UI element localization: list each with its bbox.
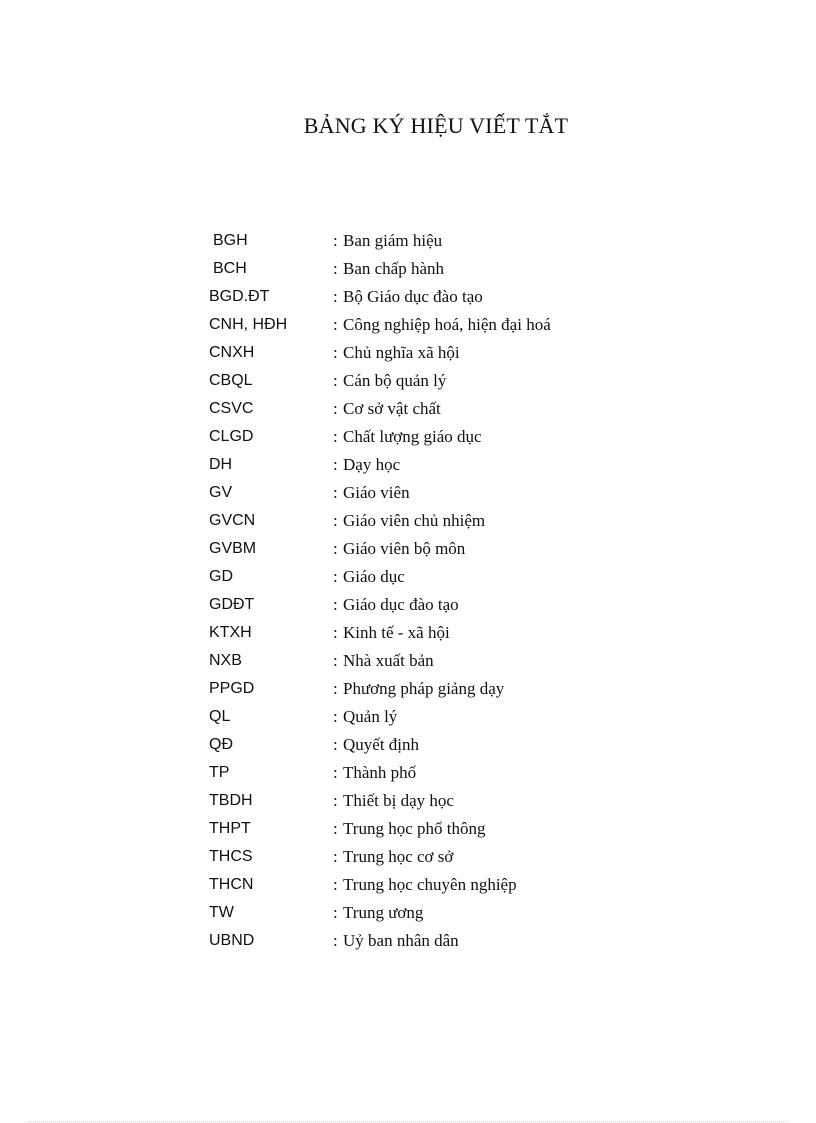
list-item: [209, 283, 551, 311]
page-bottom-rule: [28, 1121, 788, 1122]
abbreviation-meaning: Thành phố: [343, 763, 417, 782]
list-item: [209, 339, 551, 367]
list-item: [209, 227, 551, 255]
abbreviation-meaning: Chất lượng giáo dục: [343, 427, 482, 446]
list-item: [209, 311, 551, 339]
list-item: [209, 591, 551, 619]
list-item: [209, 367, 551, 395]
abbreviation-meaning: Kinh tế - xã hội: [343, 623, 450, 642]
separator: :: [333, 679, 338, 698]
list-item: [209, 731, 551, 759]
abbreviation-code: GVBM: [209, 540, 257, 557]
abbreviation-meaning: Thiết bị dạy học: [343, 791, 454, 810]
abbreviation-meaning: Bộ Giáo dục đào tạo: [343, 287, 483, 306]
abbreviation-code: GD: [209, 568, 233, 585]
page-title: BẢNG KÝ HIỆU VIẾT TẮT: [303, 113, 569, 138]
abbreviation-meaning: Nhà xuất bản: [343, 651, 434, 670]
separator: :: [333, 595, 338, 614]
separator: :: [333, 371, 338, 390]
abbreviation-code: CSVC: [209, 400, 254, 417]
abbreviation-meaning: Ban giám hiệu: [343, 231, 443, 250]
list-item: [209, 647, 551, 675]
list-item: [209, 423, 551, 451]
abbreviation-code: TP: [209, 764, 230, 781]
list-item: [209, 535, 551, 563]
separator: :: [333, 651, 338, 670]
abbreviation-meaning: Cán bộ quản lý: [343, 371, 447, 390]
separator: :: [333, 539, 338, 558]
separator: :: [333, 763, 338, 782]
abbreviation-code: BGH: [213, 232, 248, 249]
abbreviation-list: [209, 227, 551, 955]
abbreviation-code: THPT: [209, 820, 251, 837]
separator: :: [333, 735, 338, 754]
abbreviation-code: CBQL: [209, 372, 253, 389]
separator: :: [333, 399, 338, 418]
list-item: [209, 759, 551, 787]
abbreviation-code: GDĐT: [209, 596, 255, 613]
list-item: [209, 479, 551, 507]
abbreviation-code: BGD.ĐT: [209, 288, 270, 305]
list-item: [209, 255, 551, 283]
list-item: [209, 507, 551, 535]
separator: :: [333, 623, 338, 642]
separator: :: [333, 819, 338, 838]
abbreviation-code: THCS: [209, 848, 253, 865]
list-item: [209, 787, 551, 815]
abbreviation-meaning: Phương pháp giảng dạy: [343, 679, 505, 698]
list-item: [209, 815, 551, 843]
list-item: [209, 395, 551, 423]
abbreviation-meaning: Giáo dục: [343, 567, 405, 586]
separator: :: [333, 287, 338, 306]
list-item: [209, 843, 551, 871]
abbreviation-code: UBND: [209, 932, 255, 949]
separator: :: [333, 455, 338, 474]
separator: :: [333, 483, 338, 502]
abbreviation-code: KTXH: [209, 624, 252, 641]
abbreviation-meaning: Uỷ ban nhân dân: [343, 931, 459, 950]
abbreviation-code: PPGD: [209, 680, 255, 697]
separator: :: [333, 903, 338, 922]
separator: :: [333, 875, 338, 894]
abbreviation-code: GV: [209, 484, 233, 501]
abbreviation-meaning: Cơ sở vật chất: [343, 399, 441, 418]
abbreviation-code: TBDH: [209, 792, 253, 809]
abbreviation-meaning: Trung ương: [343, 903, 424, 922]
separator: :: [333, 707, 338, 726]
abbreviation-code: DH: [209, 456, 233, 473]
list-item: [209, 927, 551, 955]
abbreviation-meaning: Giáo viên bộ môn: [343, 539, 466, 558]
separator: :: [333, 343, 338, 362]
list-item: [209, 675, 551, 703]
list-item: [209, 899, 551, 927]
separator: :: [333, 427, 338, 446]
separator: :: [333, 567, 338, 586]
separator: :: [333, 931, 338, 950]
abbreviation-code: BCH: [213, 260, 247, 277]
list-item: [209, 871, 551, 899]
list-item: [209, 703, 551, 731]
abbreviation-code: NXB: [209, 652, 242, 669]
abbreviation-code: CLGD: [209, 428, 254, 445]
abbreviation-code: QĐ: [209, 736, 233, 753]
separator: :: [333, 847, 338, 866]
abbreviation-meaning: Quản lý: [343, 707, 398, 726]
abbreviation-code: CNH, HĐH: [209, 316, 288, 333]
abbreviation-code: GVCN: [209, 512, 256, 529]
abbreviation-meaning: Quyết định: [343, 735, 420, 754]
abbreviation-meaning: Trung học phổ thông: [343, 819, 486, 838]
abbreviation-meaning: Giáo dục đào tạo: [343, 595, 459, 614]
abbreviation-meaning: Giáo viên chủ nhiệm: [343, 511, 486, 530]
abbreviation-meaning: Ban chấp hành: [343, 259, 445, 278]
separator: :: [333, 791, 338, 810]
abbreviation-code: TW: [209, 904, 234, 921]
list-item: [209, 563, 551, 591]
abbreviation-meaning: Dạy học: [343, 455, 401, 474]
separator: :: [333, 259, 338, 278]
separator: :: [333, 315, 338, 334]
separator: :: [333, 231, 338, 250]
abbreviation-meaning: Công nghiệp hoá, hiện đại hoá: [343, 315, 551, 334]
list-item: [209, 619, 551, 647]
abbreviation-meaning: Trung học cơ sở: [343, 847, 454, 866]
abbreviation-meaning: Trung học chuyên nghiệp: [343, 875, 517, 894]
list-item: [209, 451, 551, 479]
abbreviation-code: CNXH: [209, 344, 255, 361]
abbreviation-meaning: Chủ nghĩa xã hội: [343, 343, 460, 362]
abbreviation-code: QL: [209, 708, 231, 725]
separator: :: [333, 511, 338, 530]
abbreviation-meaning: Giáo viên: [343, 483, 410, 502]
abbreviation-code: THCN: [209, 876, 254, 893]
